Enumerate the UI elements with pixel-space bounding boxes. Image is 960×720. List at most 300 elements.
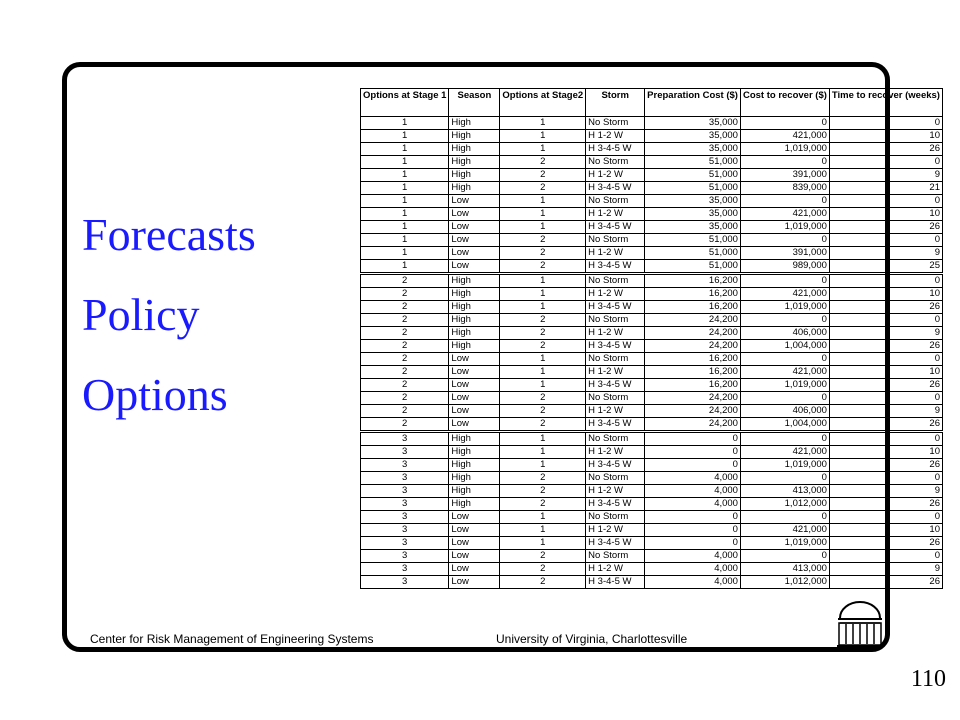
- cell-storm: H 1-2 W: [586, 169, 645, 182]
- cell-season: High: [449, 274, 500, 288]
- cell-storm: H 1-2 W: [586, 524, 645, 537]
- cell-cost-to-recover: 421,000: [740, 288, 829, 301]
- header-preparation-cost: Preparation Cost ($): [645, 89, 741, 117]
- cell-option-stage1: 1: [361, 182, 449, 195]
- table-row: [361, 511, 943, 524]
- cell-option-stage1: 2: [361, 366, 449, 379]
- cell-option-stage1: 3: [361, 432, 449, 446]
- cell-season: High: [449, 288, 500, 301]
- cell-cost-to-recover: 1,012,000: [740, 498, 829, 511]
- table-row: [361, 446, 943, 459]
- cell-cost-to-recover: 1,004,000: [740, 340, 829, 353]
- cell-option-stage2: 2: [500, 405, 586, 418]
- cell-option-stage1: 3: [361, 485, 449, 498]
- cell-preparation-cost: 24,200: [645, 327, 741, 340]
- header-season: Season: [449, 89, 500, 117]
- cell-option-stage1: 3: [361, 537, 449, 550]
- cell-cost-to-recover: 421,000: [740, 208, 829, 221]
- cell-preparation-cost: 0: [645, 537, 741, 550]
- cell-time-to-recover: 26: [829, 143, 942, 156]
- cell-option-stage2: 2: [500, 234, 586, 247]
- cell-preparation-cost: 0: [645, 524, 741, 537]
- cell-option-stage1: 2: [361, 301, 449, 314]
- cell-storm: H 3-4-5 W: [586, 459, 645, 472]
- cell-option-stage2: 1: [500, 117, 586, 130]
- cell-preparation-cost: 51,000: [645, 247, 741, 260]
- cell-time-to-recover: 10: [829, 288, 942, 301]
- cell-cost-to-recover: 989,000: [740, 260, 829, 274]
- cell-season: Low: [449, 260, 500, 274]
- cell-option-stage2: 2: [500, 392, 586, 405]
- table-row: [361, 340, 943, 353]
- cell-time-to-recover: 9: [829, 563, 942, 576]
- cell-preparation-cost: 16,200: [645, 379, 741, 392]
- cell-time-to-recover: 26: [829, 221, 942, 234]
- cell-storm: H 3-4-5 W: [586, 143, 645, 156]
- cell-option-stage1: 3: [361, 524, 449, 537]
- table-row: [361, 366, 943, 379]
- cell-option-stage1: 3: [361, 472, 449, 485]
- cell-preparation-cost: 35,000: [645, 130, 741, 143]
- cell-season: Low: [449, 524, 500, 537]
- cell-preparation-cost: 51,000: [645, 182, 741, 195]
- cell-preparation-cost: 51,000: [645, 234, 741, 247]
- cell-preparation-cost: 35,000: [645, 117, 741, 130]
- cell-cost-to-recover: 421,000: [740, 524, 829, 537]
- cell-option-stage2: 2: [500, 260, 586, 274]
- cell-cost-to-recover: 0: [740, 432, 829, 446]
- options-table: [360, 88, 943, 589]
- cell-season: Low: [449, 405, 500, 418]
- cell-preparation-cost: 35,000: [645, 195, 741, 208]
- cell-option-stage1: 3: [361, 459, 449, 472]
- table-row: [361, 288, 943, 301]
- cell-option-stage1: 3: [361, 446, 449, 459]
- cell-option-stage1: 1: [361, 169, 449, 182]
- table-row: [361, 130, 943, 143]
- cell-option-stage1: 3: [361, 511, 449, 524]
- table-row: [361, 459, 943, 472]
- cell-option-stage2: 1: [500, 432, 586, 446]
- cell-preparation-cost: 24,200: [645, 405, 741, 418]
- cell-cost-to-recover: 1,004,000: [740, 418, 829, 432]
- cell-cost-to-recover: 1,019,000: [740, 221, 829, 234]
- cell-time-to-recover: 9: [829, 485, 942, 498]
- cell-cost-to-recover: 0: [740, 117, 829, 130]
- cell-preparation-cost: 35,000: [645, 143, 741, 156]
- cell-cost-to-recover: 421,000: [740, 366, 829, 379]
- cell-storm: H 3-4-5 W: [586, 576, 645, 589]
- cell-option-stage2: 2: [500, 327, 586, 340]
- footer-right-text: University of Virginia, Charlottesville: [496, 632, 688, 646]
- cell-time-to-recover: 10: [829, 130, 942, 143]
- table-row: [361, 485, 943, 498]
- cell-season: Low: [449, 353, 500, 366]
- cell-season: High: [449, 485, 500, 498]
- cell-option-stage2: 2: [500, 247, 586, 260]
- cell-cost-to-recover: 0: [740, 353, 829, 366]
- cell-cost-to-recover: 0: [740, 392, 829, 405]
- cell-option-stage1: 2: [361, 405, 449, 418]
- cell-time-to-recover: 26: [829, 459, 942, 472]
- cell-season: Low: [449, 576, 500, 589]
- cell-time-to-recover: 0: [829, 156, 942, 169]
- cell-time-to-recover: 0: [829, 314, 942, 327]
- table-row: [361, 221, 943, 234]
- table-row: [361, 498, 943, 511]
- cell-season: High: [449, 182, 500, 195]
- cell-option-stage1: 2: [361, 353, 449, 366]
- cell-season: High: [449, 130, 500, 143]
- cell-option-stage2: 2: [500, 576, 586, 589]
- cell-storm: No Storm: [586, 274, 645, 288]
- cell-storm: H 1-2 W: [586, 485, 645, 498]
- table-row: [361, 432, 943, 446]
- cell-preparation-cost: 4,000: [645, 576, 741, 589]
- cell-option-stage2: 1: [500, 353, 586, 366]
- cell-preparation-cost: 16,200: [645, 274, 741, 288]
- table-row: [361, 274, 943, 288]
- cell-season: Low: [449, 550, 500, 563]
- table-row: [361, 472, 943, 485]
- cell-storm: H 3-4-5 W: [586, 498, 645, 511]
- cell-cost-to-recover: 1,019,000: [740, 537, 829, 550]
- cell-storm: No Storm: [586, 234, 645, 247]
- cell-option-stage1: 1: [361, 117, 449, 130]
- cell-preparation-cost: 16,200: [645, 353, 741, 366]
- cell-option-stage2: 1: [500, 274, 586, 288]
- rotunda-icon: [834, 598, 886, 650]
- cell-option-stage1: 3: [361, 576, 449, 589]
- cell-season: High: [449, 432, 500, 446]
- header-options-stage1: Options at Stage 1: [361, 89, 449, 117]
- cell-season: Low: [449, 234, 500, 247]
- table-row: [361, 234, 943, 247]
- cell-storm: H 3-4-5 W: [586, 301, 645, 314]
- table-body: [361, 117, 943, 589]
- cell-time-to-recover: 9: [829, 405, 942, 418]
- table-row: [361, 537, 943, 550]
- cell-storm: No Storm: [586, 314, 645, 327]
- cell-cost-to-recover: 1,019,000: [740, 379, 829, 392]
- cell-cost-to-recover: 406,000: [740, 327, 829, 340]
- cell-option-stage2: 1: [500, 208, 586, 221]
- cell-time-to-recover: 9: [829, 169, 942, 182]
- page-number: 110: [910, 666, 946, 692]
- table-header-row: [361, 89, 943, 117]
- cell-storm: H 1-2 W: [586, 130, 645, 143]
- cell-option-stage2: 2: [500, 340, 586, 353]
- cell-preparation-cost: 51,000: [645, 156, 741, 169]
- cell-option-stage1: 1: [361, 195, 449, 208]
- footer-left-text: Center for Risk Management of Engineering Systems: [90, 632, 374, 646]
- cell-season: High: [449, 498, 500, 511]
- cell-season: High: [449, 340, 500, 353]
- cell-time-to-recover: 10: [829, 208, 942, 221]
- cell-cost-to-recover: 413,000: [740, 563, 829, 576]
- cell-storm: H 3-4-5 W: [586, 260, 645, 274]
- cell-preparation-cost: 0: [645, 459, 741, 472]
- cell-option-stage1: 2: [361, 288, 449, 301]
- table-row: [361, 247, 943, 260]
- cell-cost-to-recover: 0: [740, 550, 829, 563]
- cell-cost-to-recover: 0: [740, 472, 829, 485]
- cell-storm: No Storm: [586, 550, 645, 563]
- cell-cost-to-recover: 1,019,000: [740, 459, 829, 472]
- cell-option-stage1: 1: [361, 156, 449, 169]
- header-cost-to-recover: Cost to recover ($): [740, 89, 829, 117]
- cell-option-stage2: 2: [500, 182, 586, 195]
- cell-time-to-recover: 21: [829, 182, 942, 195]
- cell-option-stage2: 1: [500, 459, 586, 472]
- cell-option-stage2: 2: [500, 485, 586, 498]
- cell-option-stage1: 3: [361, 563, 449, 576]
- table-row: [361, 353, 943, 366]
- cell-option-stage2: 2: [500, 563, 586, 576]
- cell-storm: H 1-2 W: [586, 288, 645, 301]
- cell-cost-to-recover: 391,000: [740, 169, 829, 182]
- table-row: [361, 314, 943, 327]
- cell-option-stage1: 1: [361, 260, 449, 274]
- cell-option-stage1: 1: [361, 143, 449, 156]
- cell-storm: H 1-2 W: [586, 446, 645, 459]
- cell-time-to-recover: 0: [829, 550, 942, 563]
- table-row: [361, 301, 943, 314]
- cell-preparation-cost: 4,000: [645, 498, 741, 511]
- cell-option-stage2: 1: [500, 195, 586, 208]
- slide-title-block: [82, 209, 256, 452]
- title-options: Options: [82, 369, 228, 420]
- cell-time-to-recover: 10: [829, 366, 942, 379]
- cell-season: Low: [449, 392, 500, 405]
- cell-preparation-cost: 24,200: [645, 314, 741, 327]
- cell-cost-to-recover: 421,000: [740, 130, 829, 143]
- cell-option-stage2: 1: [500, 301, 586, 314]
- cell-season: Low: [449, 366, 500, 379]
- cell-option-stage1: 1: [361, 234, 449, 247]
- cell-option-stage1: 1: [361, 208, 449, 221]
- table-row: [361, 405, 943, 418]
- cell-season: Low: [449, 563, 500, 576]
- cell-time-to-recover: 0: [829, 117, 942, 130]
- cell-season: Low: [449, 195, 500, 208]
- cell-season: Low: [449, 221, 500, 234]
- cell-storm: No Storm: [586, 156, 645, 169]
- cell-time-to-recover: 0: [829, 432, 942, 446]
- cell-preparation-cost: 0: [645, 511, 741, 524]
- header-options-stage2: Options at Stage2: [500, 89, 586, 117]
- cell-season: High: [449, 117, 500, 130]
- header-time-to-recover: Time to recover (weeks): [829, 89, 942, 117]
- cell-season: Low: [449, 208, 500, 221]
- cell-storm: H 3-4-5 W: [586, 221, 645, 234]
- cell-preparation-cost: 16,200: [645, 288, 741, 301]
- cell-option-stage2: 2: [500, 418, 586, 432]
- table-row: [361, 327, 943, 340]
- cell-season: High: [449, 472, 500, 485]
- cell-storm: No Storm: [586, 511, 645, 524]
- cell-option-stage1: 3: [361, 498, 449, 511]
- table-row: [361, 379, 943, 392]
- cell-preparation-cost: 24,200: [645, 392, 741, 405]
- cell-time-to-recover: 0: [829, 353, 942, 366]
- cell-option-stage1: 2: [361, 314, 449, 327]
- cell-time-to-recover: 9: [829, 327, 942, 340]
- cell-option-stage2: 1: [500, 143, 586, 156]
- table-row: [361, 117, 943, 130]
- cell-option-stage2: 1: [500, 524, 586, 537]
- cell-option-stage1: 2: [361, 327, 449, 340]
- cell-storm: H 3-4-5 W: [586, 340, 645, 353]
- cell-season: High: [449, 459, 500, 472]
- cell-storm: No Storm: [586, 392, 645, 405]
- cell-preparation-cost: 35,000: [645, 221, 741, 234]
- cell-cost-to-recover: 0: [740, 314, 829, 327]
- cell-storm: No Storm: [586, 117, 645, 130]
- cell-preparation-cost: 51,000: [645, 169, 741, 182]
- cell-option-stage1: 2: [361, 274, 449, 288]
- cell-season: Low: [449, 537, 500, 550]
- cell-cost-to-recover: 1,019,000: [740, 143, 829, 156]
- cell-storm: H 3-4-5 W: [586, 379, 645, 392]
- cell-option-stage2: 1: [500, 288, 586, 301]
- cell-option-stage2: 1: [500, 446, 586, 459]
- cell-option-stage2: 1: [500, 537, 586, 550]
- table-row: [361, 576, 943, 589]
- cell-storm: No Storm: [586, 195, 645, 208]
- cell-season: High: [449, 156, 500, 169]
- cell-time-to-recover: 0: [829, 274, 942, 288]
- cell-cost-to-recover: 413,000: [740, 485, 829, 498]
- cell-option-stage2: 1: [500, 130, 586, 143]
- cell-preparation-cost: 0: [645, 432, 741, 446]
- cell-option-stage2: 2: [500, 314, 586, 327]
- cell-season: High: [449, 301, 500, 314]
- cell-cost-to-recover: 1,019,000: [740, 301, 829, 314]
- cell-season: High: [449, 143, 500, 156]
- cell-option-stage1: 1: [361, 247, 449, 260]
- header-storm: Storm: [586, 89, 645, 117]
- cell-time-to-recover: 26: [829, 537, 942, 550]
- cell-preparation-cost: 35,000: [645, 208, 741, 221]
- cell-season: High: [449, 327, 500, 340]
- table-row: [361, 143, 943, 156]
- cell-time-to-recover: 0: [829, 511, 942, 524]
- cell-option-stage1: 1: [361, 221, 449, 234]
- cell-storm: No Storm: [586, 353, 645, 366]
- cell-storm: H 1-2 W: [586, 327, 645, 340]
- table-row: [361, 208, 943, 221]
- cell-cost-to-recover: 839,000: [740, 182, 829, 195]
- cell-cost-to-recover: 0: [740, 195, 829, 208]
- cell-season: Low: [449, 511, 500, 524]
- cell-preparation-cost: 24,200: [645, 418, 741, 432]
- cell-time-to-recover: 10: [829, 524, 942, 537]
- cell-season: High: [449, 314, 500, 327]
- cell-time-to-recover: 26: [829, 301, 942, 314]
- cell-cost-to-recover: 0: [740, 156, 829, 169]
- cell-preparation-cost: 16,200: [645, 301, 741, 314]
- cell-time-to-recover: 25: [829, 260, 942, 274]
- table-row: [361, 524, 943, 537]
- cell-option-stage2: 1: [500, 379, 586, 392]
- cell-storm: No Storm: [586, 432, 645, 446]
- cell-storm: H 1-2 W: [586, 366, 645, 379]
- cell-time-to-recover: 26: [829, 418, 942, 432]
- cell-storm: H 3-4-5 W: [586, 182, 645, 195]
- cell-season: High: [449, 169, 500, 182]
- cell-time-to-recover: 0: [829, 195, 942, 208]
- cell-option-stage2: 2: [500, 169, 586, 182]
- cell-preparation-cost: 0: [645, 446, 741, 459]
- cell-preparation-cost: 16,200: [645, 366, 741, 379]
- cell-time-to-recover: 0: [829, 234, 942, 247]
- cell-time-to-recover: 26: [829, 498, 942, 511]
- cell-cost-to-recover: 0: [740, 511, 829, 524]
- table-row: [361, 195, 943, 208]
- cell-cost-to-recover: 0: [740, 234, 829, 247]
- cell-season: High: [449, 446, 500, 459]
- cell-storm: No Storm: [586, 472, 645, 485]
- cell-option-stage2: 2: [500, 472, 586, 485]
- cell-option-stage2: 2: [500, 550, 586, 563]
- cell-option-stage2: 1: [500, 366, 586, 379]
- cell-option-stage2: 2: [500, 156, 586, 169]
- cell-time-to-recover: 9: [829, 247, 942, 260]
- cell-cost-to-recover: 391,000: [740, 247, 829, 260]
- cell-time-to-recover: 0: [829, 472, 942, 485]
- title-forecasts: Forecasts: [82, 209, 256, 260]
- cell-option-stage1: 3: [361, 550, 449, 563]
- cell-option-stage1: 2: [361, 379, 449, 392]
- cell-time-to-recover: 26: [829, 576, 942, 589]
- cell-option-stage2: 2: [500, 498, 586, 511]
- cell-option-stage2: 1: [500, 511, 586, 524]
- cell-preparation-cost: 51,000: [645, 260, 741, 274]
- cell-preparation-cost: 4,000: [645, 472, 741, 485]
- table-row: [361, 418, 943, 432]
- cell-preparation-cost: 4,000: [645, 550, 741, 563]
- cell-time-to-recover: 10: [829, 446, 942, 459]
- cell-cost-to-recover: 0: [740, 274, 829, 288]
- cell-cost-to-recover: 1,012,000: [740, 576, 829, 589]
- cell-option-stage1: 2: [361, 392, 449, 405]
- table-row: [361, 182, 943, 195]
- cell-storm: H 1-2 W: [586, 405, 645, 418]
- cell-preparation-cost: 4,000: [645, 485, 741, 498]
- table-row: [361, 392, 943, 405]
- table-row: [361, 156, 943, 169]
- cell-option-stage2: 1: [500, 221, 586, 234]
- cell-storm: H 3-4-5 W: [586, 537, 645, 550]
- cell-preparation-cost: 4,000: [645, 563, 741, 576]
- cell-option-stage1: 2: [361, 340, 449, 353]
- cell-storm: H 1-2 W: [586, 247, 645, 260]
- cell-option-stage1: 1: [361, 130, 449, 143]
- cell-option-stage1: 2: [361, 418, 449, 432]
- cell-storm: H 1-2 W: [586, 208, 645, 221]
- table-row: [361, 563, 943, 576]
- cell-season: Low: [449, 247, 500, 260]
- cell-season: Low: [449, 418, 500, 432]
- title-policy: Policy: [82, 289, 200, 340]
- cell-cost-to-recover: 406,000: [740, 405, 829, 418]
- table-row: [361, 260, 943, 274]
- cell-preparation-cost: 24,200: [645, 340, 741, 353]
- table-row: [361, 550, 943, 563]
- cell-season: Low: [449, 379, 500, 392]
- cell-time-to-recover: 26: [829, 340, 942, 353]
